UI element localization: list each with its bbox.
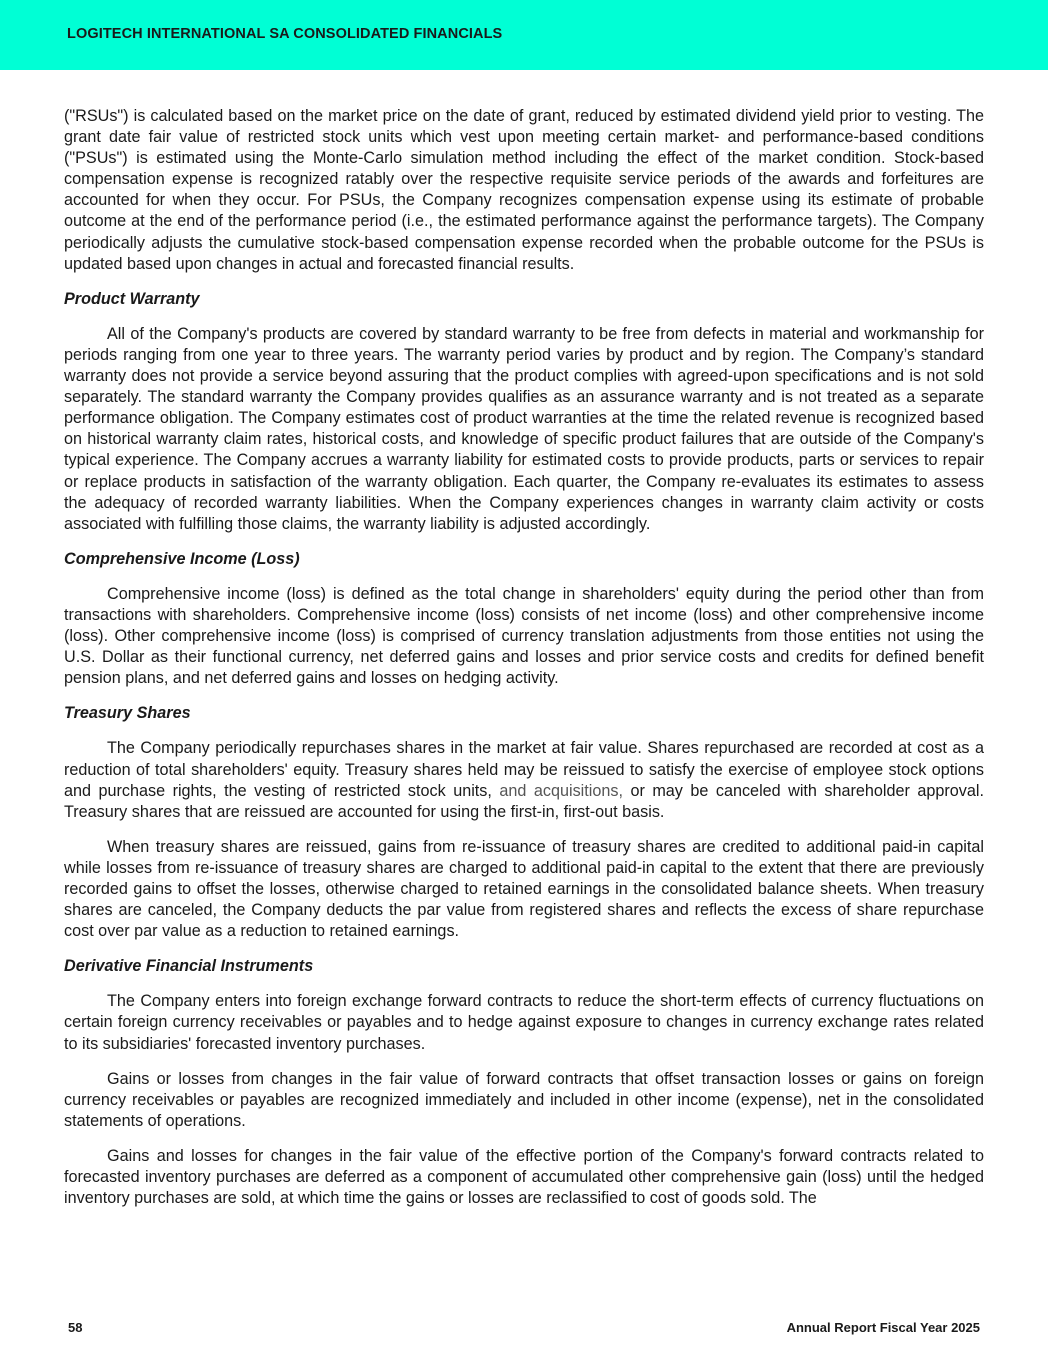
page-number: 58 [68,1320,83,1335]
derivatives-paragraph-2: Gains or losses from changes in the fair value of forward contracts that offset transaction losses or gains on foreign currency receivables or payables are recognized immediately and included in other income (expense), net in the consolidated statements of operations. [64,1069,984,1130]
derivatives-paragraph-3: Gains and losses for changes in the fair value of the effective portion of the Company's forward contracts related to forecasted inventory purchases are deferred as a component of accumulated other comprehensive gain (loss) until the hedged inventory purchases are sold, at which time the gains or losses are reclassified to cost of goods sold. The [64,1146,984,1208]
section-heading-treasury-shares: Treasury Shares [64,704,191,723]
document-body [64,106,984,1223]
product-warranty-paragraph: All of the Company's products are covered by standard warranty to be free from defects in material and workmanship for periods ranging from one year to three years. The warranty period varies by product and by region. The Company’s standard warranty does not provide a service beyond assuring that the product complies with agreed-upon specifications and is not sold separately. The standard warranty the Company provides qualifies as an assurance warranty and is not treated as a separate performance obligation. The Company estimates cost of product warranties at the time the related revenue is recognized based on historical warranty claim rates, historical costs, and knowledge of specific product failures that are outside of the Company's typical experience. The Company accrues a warranty liability for estimated costs to provide products, parts or services to repair or replace products in satisfaction of the warranty obligation. Each quarter, the Company re-evaluates its estimates to assess the adequacy of recorded warranty liabilities. When the Company experiences changes in warranty claim activity or costs associated with fulfilling those claims, the warranty liability is adjusted accordingly. [64,324,984,533]
comprehensive-income-paragraph: Comprehensive income (loss) is defined as the total change in shareholders' equity during the period other than from transactions with shareholders. Comprehensive income (loss) consists of net income (loss) and other comprehensive income (loss). Other comprehensive income (loss) is comprised of currency translation adjustments from those entities not using the U.S. Dollar as their functional currency, net deferred gains and losses and prior service costs and credits for defined benefit pension plans, and net deferred gains and losses on hedging activity. [64,584,984,688]
header-title: LOGITECH INTERNATIONAL SA CONSOLIDATED FINANCIALS [67,26,503,42]
treasury-text-part-1: The Company periodically repurchases shares in the market at fair value. Shares repurchased are recorded at cost as a reduction of total shareholders' equity. Treasury shares held may be reissued to satisfy the exercise of employee stock options and purchase rights, the vesting of restricted stock units, [64,739,984,800]
report-label: Annual Report Fiscal Year 2025 [786,1320,980,1335]
derivatives-paragraph-1: The Company enters into foreign exchange forward contracts to reduce the short-term effects of currency fluctuations on certain foreign currency receivables or payables and to hedge against exposure to changes in currency exchange rates related to its subsidiaries' forecasted inventory purchases. [64,992,984,1053]
header-bar [0,0,1048,70]
section-heading-comprehensive-income: Comprehensive Income (Loss) [64,549,300,568]
section-heading-derivatives: Derivative Financial Instruments [64,957,314,976]
intro-paragraph: ("RSUs") is calculated based on the market price on the date of grant, reduced by estimated dividend yield prior to vesting. The grant date fair value of restricted stock units which vest upon meeting certain market- and performance-based conditions ("PSUs") is estimated using the Monte-Carlo simulation method including the effect of the market condition. Stock-based compensation expense is recognized ratably over the respective requisite service periods of the awards and forfeitures are accounted for when they occur. For PSUs, the Company recognizes compensation expense using its estimate of probable outcome at the end of the performance period (i.e., the estimated performance against the performance targets). The Company periodically adjusts the cumulative stock-based compensation expense recorded when the probable outcome for the PSUs is updated based upon changes in actual and forecasted financial results. [64,107,984,273]
treasury-shares-paragraph-2: When treasury shares are reissued, gains from re-issuance of treasury shares are credited to additional paid-in capital while losses from re-issuance of treasury shares are charged to additional paid-in capital to the extent that there are previously recorded gains to offset the losses, otherwise charged to retained earnings in the consolidated balance sheets. When treasury shares are canceled, the Company deducts the par value from registered shares and reflects the excess of share repurchase cost over par value as a reduction to retained earnings. [64,837,984,941]
treasury-text-highlight: and acquisitions, [499,781,623,800]
treasury-text-part-2: or may be canceled with shareholder approval. Treasury shares that are reissued are accounted for using the first-in, first-out basis. [64,781,984,821]
section-heading-product-warranty: Product Warranty [64,289,200,308]
treasury-shares-paragraph-1 [64,738,984,822]
